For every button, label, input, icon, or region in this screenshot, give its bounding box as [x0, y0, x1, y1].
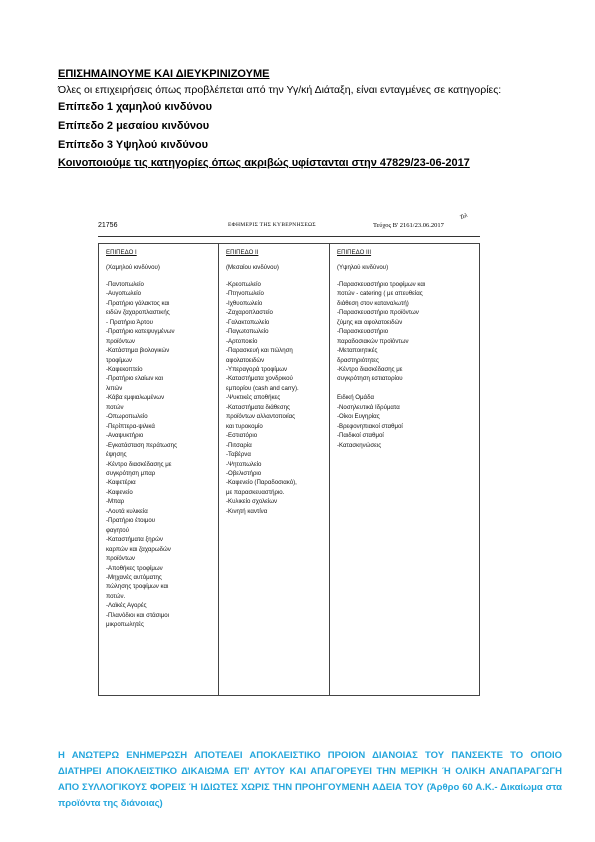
column-items [226, 280, 329, 516]
intro-paragraph: Όλες οι επιχειρήσεις όπως προβλέπεται από την Υγ/κή Διάταξη, είναι ενταγμένες σε κατηγορίες: [58, 84, 502, 96]
intro-heading: ΕΠΙΣΗΜΑΙΝΟΥΜΕ ΚΑΙ ΔΙΕΥΚΡΙΝΙΖΟΥΜΕ [58, 68, 270, 80]
column-level-2 [219, 244, 330, 695]
category-item: αφολατοειδών [226, 356, 265, 364]
column-title: ΕΠΙΠΕΔΟ ΙΙ [226, 249, 259, 256]
category-item: -Μεταποιητικές [337, 347, 378, 355]
category-item: ποτών. [106, 592, 126, 600]
column-items [106, 280, 218, 630]
category-item: -Οίκοι Ευγηρίας [337, 413, 380, 421]
category-item: - Πρατήριο Άρτου [106, 318, 153, 326]
copyright-notice: Η ΑΝΩΤΕΡΩ ΕΝΗΜΕΡΩΣΗ ΑΠΟΤΕΛΕΙ ΑΠΟΚΛΕΙΣΤΙΚΟ ΠΡΟΙΟΝ ΔΙΑΝΟΙΑΣ ΤΟΥ ΠΑΝΣΕΚΤΕ ΤΟ ΟΠΟΙΟ ΔΙΑΤΗΡΕΙ ΑΠΟΚΛΕΙΣΤΙΚΟ ΔΙΚΑΙΩΜΑ ΕΠ' ΑΥΤΟΥ ΚΑΙ ΑΠΑΓΟΡΕΥΕΙ ΤΗΝ ΜΕΡΙΚΗ Ή ΟΛΙΚΗ ΑΝΑΠΑΡΑΓΩΓΗ ΑΠΟ ΣΥΛΛΟΓΙΚΟΥΣ ΦΟΡΕΙΣ Ή ΙΔΙΩΤΕΣ ΧΩΡΙΣ ΤΗΝ ΠΡΟΗΓΟΥΜΕΝΗ ΑΔΕΙΑ ΤΟΥ (Άρθρο 60 Α.Κ.- Δικαίωμα στα προϊόντα της διάνοιας) [58, 750, 562, 809]
level-1-line: Επίπεδο 1 χαμηλού κινδύνου [58, 101, 213, 113]
category-item: προϊόντων [106, 337, 135, 345]
column-level-3 [330, 244, 479, 695]
category-item: -Κατασκηνώσεις [337, 441, 382, 449]
category-item: -Βρεφονηπιακοί σταθμοί [337, 422, 403, 430]
category-item: λιπών [106, 384, 123, 392]
column-subtitle: (Χαμηλού κινδύνου) [106, 264, 160, 272]
category-item: -Παντοπωλείο [106, 280, 144, 288]
category-item: -Κατάστημα βιολογικών [106, 347, 170, 355]
category-item: -Κυλικείο σχολείων [226, 498, 278, 506]
category-item: φαγητού [106, 526, 129, 534]
level-3-line: Επίπεδο 3 Υψηλού κινδύνου [58, 139, 209, 151]
category-item: συγκρότηση εστιατορίου [337, 375, 403, 383]
category-item: και τυροκομίο [226, 422, 263, 430]
column-subtitle: (Υψηλού κινδύνου) [337, 264, 389, 272]
category-item: -Περίπτερα-ψιλικά [106, 422, 155, 430]
category-item: -Κρεοπωλείο [226, 280, 261, 288]
category-item: -Κέντρο διασκέδασης με [337, 365, 403, 373]
category-item: -Καφενείο (Παραδοσιακό), [226, 479, 297, 487]
gazette-title: ΕΦΗΜΕΡΙΣ ΤΗΣ ΚΥΒΕΡΝΗΣΕΩΣ [228, 222, 316, 228]
category-item: -Ψητοπωλείο [226, 460, 262, 468]
category-item: -Παρασκευαστήριο τροφίμων και [337, 280, 426, 288]
category-item: συγκρότηση μπαρ [106, 469, 156, 477]
category-item: -Μηχανές αυτόματης [106, 573, 162, 581]
category-item: -Πιτσαρία [226, 441, 252, 449]
category-item: -Καταστήματα διάθεσης [226, 403, 290, 411]
spacer [337, 384, 479, 393]
category-item: ποτών - catering ( με απευθείας [337, 290, 423, 298]
risk-levels-table [98, 243, 480, 696]
category-item: δραστηριότητες [337, 356, 379, 364]
notice-line: Κοινοποιούμε τις κατηγορίες όπως ακριβώς υφίστανται στην 47829/23-06-2017 [58, 157, 470, 169]
category-item: -Κάβα εμφιαλωμένων [106, 394, 165, 402]
category-item: -Καφεκοπτείο [106, 365, 143, 373]
category-item: -Παρασκευαστήριο προϊόντων [337, 309, 419, 317]
category-item: -Παιδικοί σταθμοί [337, 432, 384, 440]
gazette-header [98, 212, 480, 234]
category-item: -Αυγοπωλείο [106, 290, 142, 298]
column-title: ΕΠΙΠΕΔΟ Ι [106, 249, 137, 256]
header-rule [98, 236, 480, 237]
category-item: ειδών ζαχαροπλαστικής [106, 309, 170, 317]
category-item: -Παρασκευή και πώληση [226, 347, 293, 355]
category-item: πώλησης τροφίμων και [106, 583, 169, 591]
category-item: -Λουτά κυλικεία [106, 507, 148, 515]
category-item: -Καφετέρια [106, 479, 136, 487]
intro-section [58, 66, 558, 172]
category-item: -Αναψυκτήριο [106, 432, 144, 440]
category-item: -Πρατήριο ελαίων και [106, 375, 164, 383]
scanned-gazette-page [98, 212, 480, 696]
category-item: -Πρατήριο γάλακτος και [106, 299, 170, 307]
category-item: -Οπωροπωλείο [106, 413, 148, 421]
category-item: μικροπωλητές [106, 621, 144, 629]
category-item: Ειδική Ομάδα [337, 394, 374, 402]
category-item: έψησης [106, 451, 127, 459]
category-item: -Κέντρο διασκέδασης με [106, 460, 172, 468]
category-item: ποτών [106, 403, 124, 411]
category-item: -Ταβέρνα [226, 451, 251, 459]
category-item: -Υπεραγορά τροφίμων [226, 365, 288, 373]
category-item: -Μπαρ [106, 498, 125, 506]
category-item: προϊόντων αλλαντοποιίας [226, 413, 296, 421]
category-item: -Κινητή καντίνα [226, 507, 268, 515]
category-item: -Ψυκτικές αποθήκες [226, 394, 281, 402]
column-subtitle: (Μεσαίου κινδύνου) [226, 264, 279, 272]
category-item: -Γαλακτοπωλείο [226, 318, 270, 326]
category-item: -Εστιατόριο [226, 432, 258, 440]
gazette-page-number: 21756 [98, 222, 118, 229]
category-item: -Πτηνοπωλείο [226, 290, 264, 298]
category-item: -Οβελιστήριο [226, 469, 262, 477]
category-item: -Ιχθυοπωλείο [226, 299, 263, 307]
category-item: -Εγκατάσταση περάτωσης [106, 441, 178, 449]
category-item: -Πρατήριο κατεψυγμένων [106, 328, 175, 336]
category-item: προϊόντων [106, 555, 135, 563]
category-item: -Αποθήκες τροφίμων [106, 564, 163, 572]
column-title: ΕΠΙΠΕΔΟ ΙΙΙ [337, 249, 372, 256]
category-item: -Λαϊκές Αγορές [106, 602, 147, 610]
category-item: -Καταστήματα χονδρικού [226, 375, 293, 383]
category-item: -Νοσηλευτικά Ιδρύματα [337, 403, 400, 411]
category-item: -Πρατήριο έτοιμου [106, 517, 156, 525]
category-item: ζύμης και αφολατοειδών [337, 318, 403, 326]
category-item: καρπών και ζαχαρωδών [106, 545, 171, 553]
gazette-issue: Τεύχος Β' 2161/23.06.2017 [373, 222, 444, 229]
column-items [337, 280, 479, 450]
category-item: διάθεση στον καταναλωτή) [337, 299, 409, 307]
category-item: -Αρτοποιείο [226, 337, 258, 345]
category-item: παραδοσιακών προϊόντων [337, 337, 409, 345]
category-item: με παρασκευαστήριο. [226, 488, 285, 496]
category-item: -Καφενείο [106, 488, 133, 496]
handwritten-stamp: Τελ [459, 212, 469, 222]
column-level-1 [99, 244, 219, 695]
category-item: εμπορίου (cash and carry). [226, 384, 299, 392]
category-item: -Παρασκευαστήριο [337, 328, 389, 336]
category-item: -Καταστήματα ξηρών [106, 536, 163, 544]
category-item: -Ζαχαροπλαστείο [226, 309, 273, 317]
level-2-line: Επίπεδο 2 μεσαίου κινδύνου [58, 120, 210, 132]
category-item: -Παγωτοπωλείο [226, 328, 269, 336]
category-item: τροφίμων [106, 356, 132, 364]
category-item: -Πλανόδιοι και στάσιμοι [106, 611, 170, 619]
